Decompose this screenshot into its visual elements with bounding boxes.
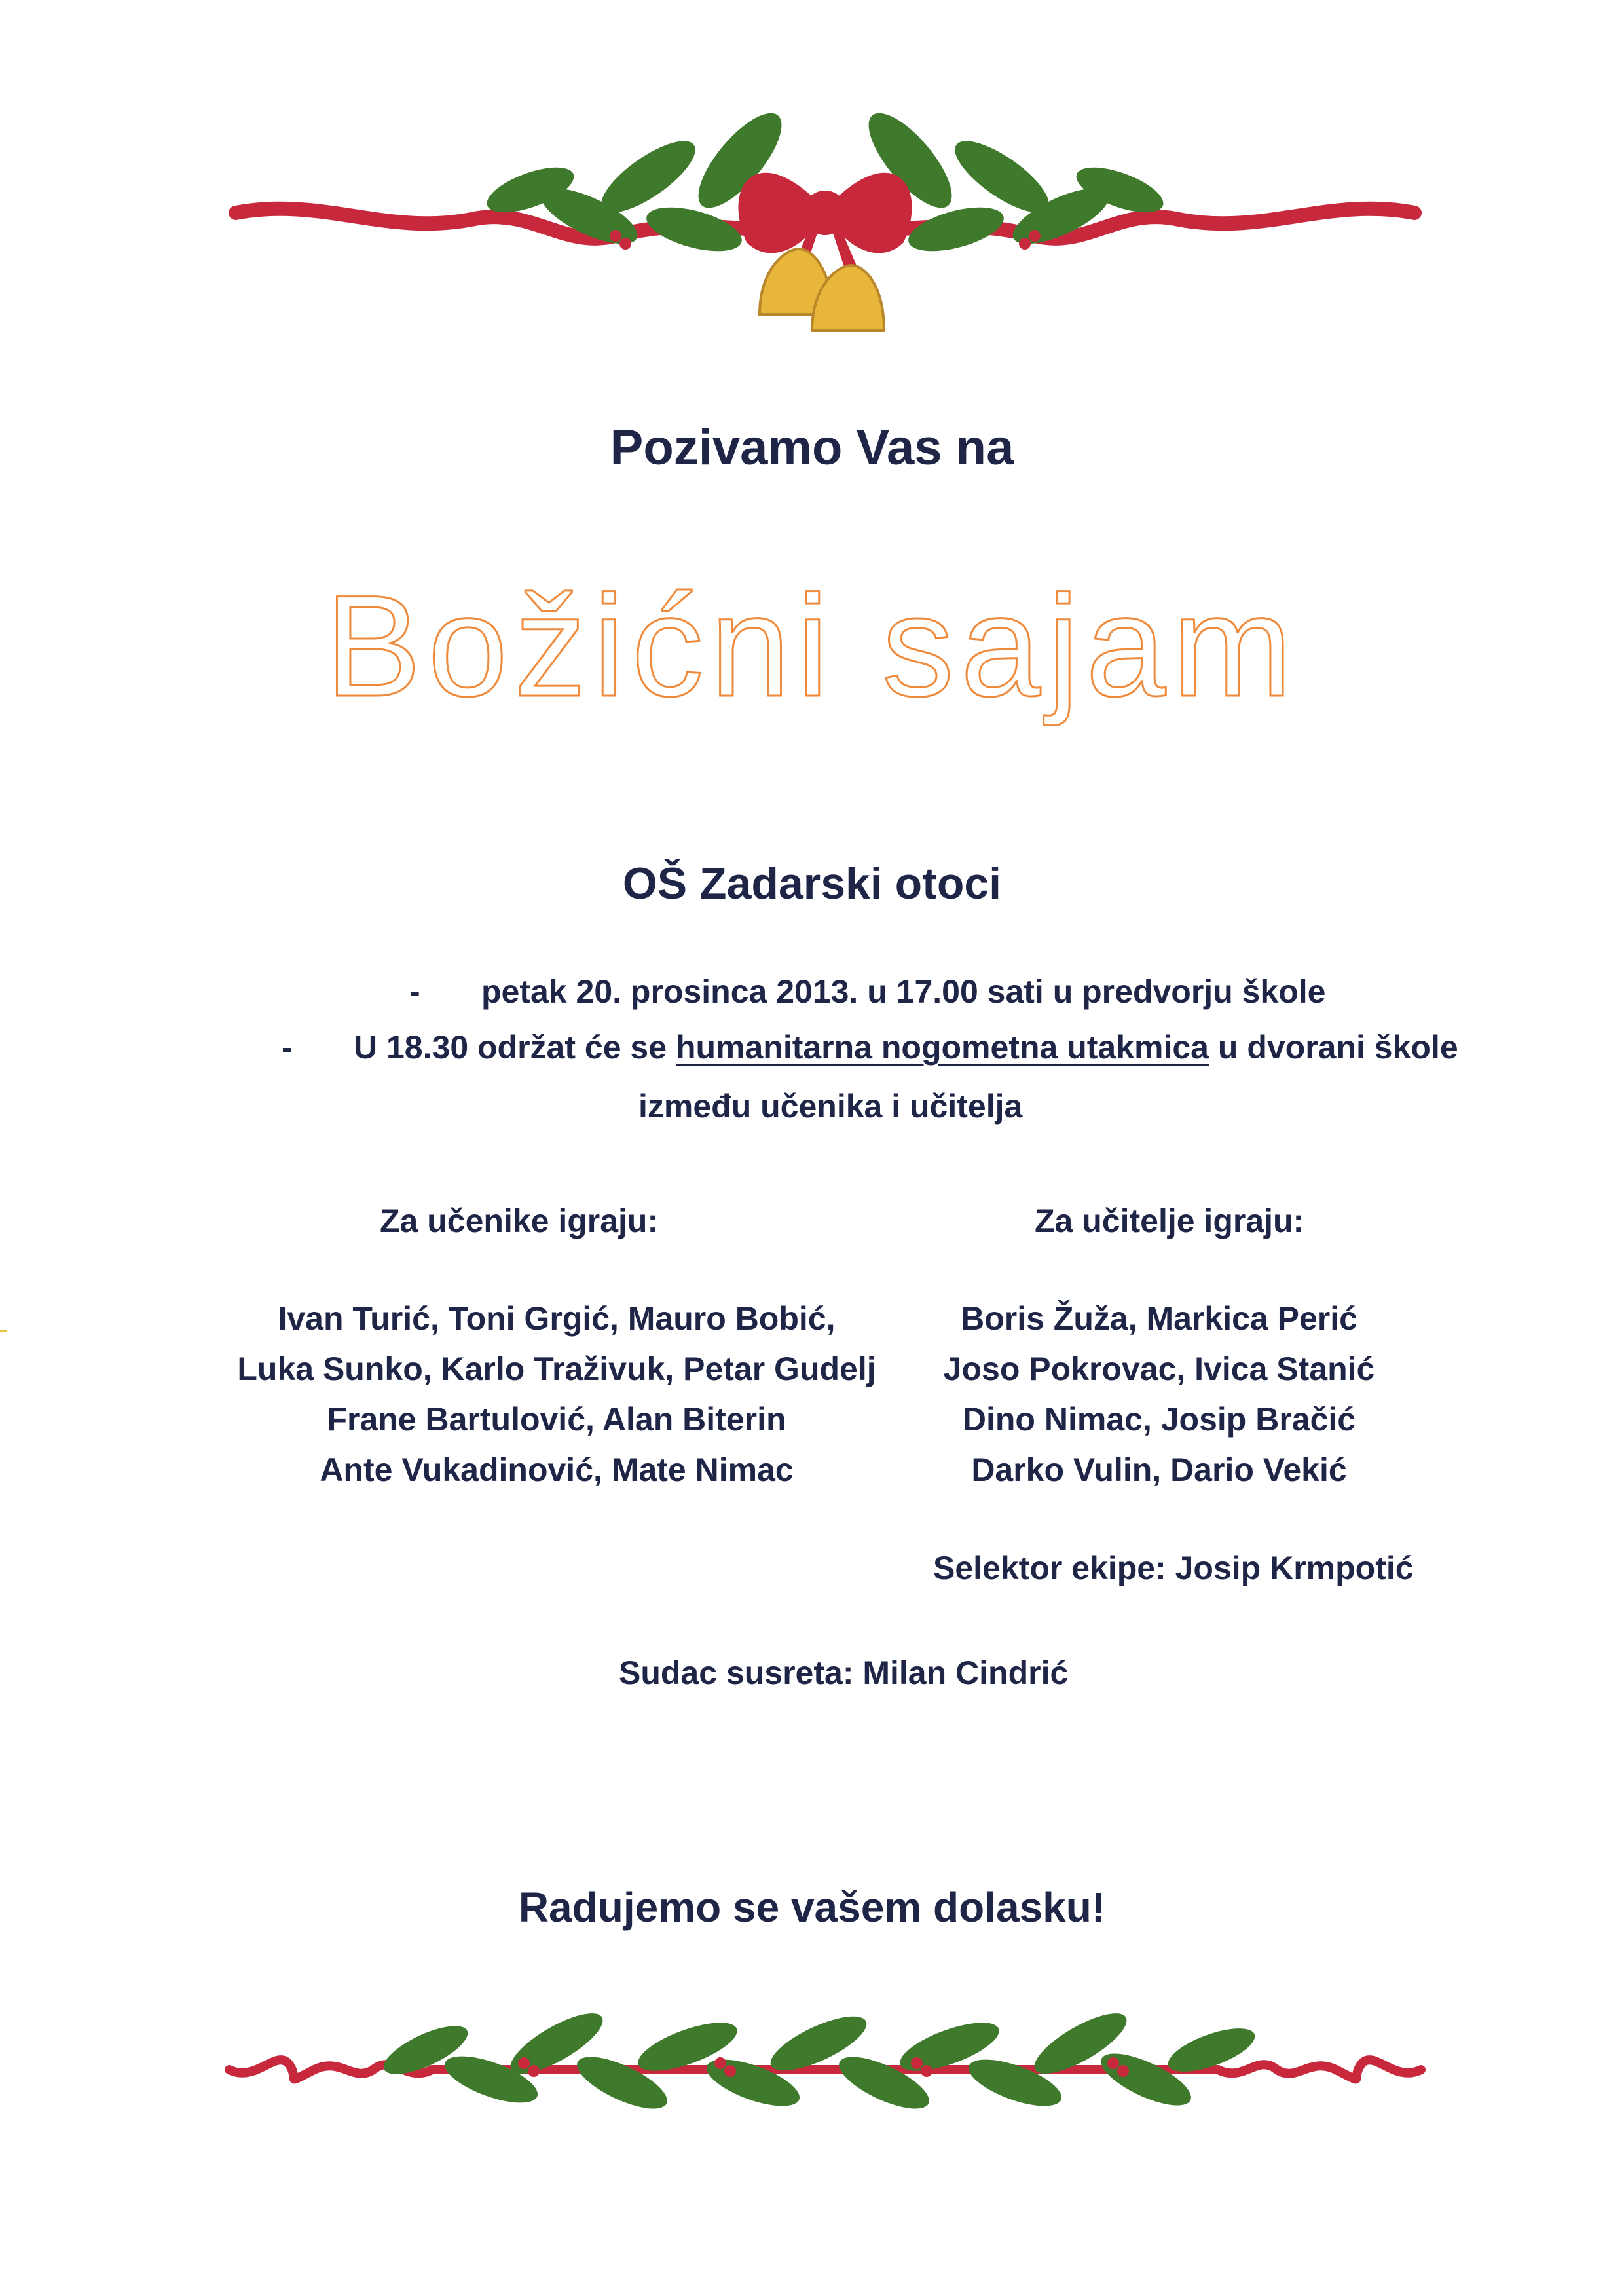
team-selector: Selektor ekipe: Josip Krmpotić (933, 1550, 1414, 1586)
detail-match-continued: između učenika i učitelja (638, 1088, 1023, 1125)
detail-match-suffix: u dvorani škole (1217, 1029, 1458, 1066)
bells-icon (760, 249, 884, 331)
detail-match-prefix: U 18.30 održat će se (354, 1029, 667, 1066)
detail-date-text: petak 20. prosinca 2013. u 17.00 sati u predvorju škole (481, 973, 1326, 1010)
list-item: Ante Vukadinović, Mate Nimac (320, 1451, 794, 1488)
list-item: Ivan Turić, Toni Grgić, Mauro Bobić, (278, 1300, 836, 1337)
holly-leaves (377, 2002, 1260, 2119)
list-item: Frane Bartulović, Alan Biterin (327, 1401, 786, 1438)
list-item: Dino Nimac, Josip Bračić (962, 1401, 1356, 1438)
students-player-list (157, 1294, 956, 1495)
bullet-dash: - (409, 973, 420, 1010)
list-item: Joso Pokrovac, Ivica Stanić (943, 1351, 1375, 1387)
detail-line-date (409, 973, 1325, 1011)
list-item: Luka Sunko, Karlo Traživuk, Petar Gudelj (237, 1351, 876, 1387)
closing-message: Radujemo se vašem dolasku! (518, 1884, 1106, 1931)
scan-mark (0, 1330, 7, 1332)
bullet-dash: - (282, 1029, 293, 1066)
teachers-player-list (897, 1294, 1421, 1495)
teachers-heading: Za učitelje igraju: (1035, 1203, 1304, 1239)
intro-text: Pozivamo Vas na (610, 420, 1014, 476)
detail-line-match (282, 1028, 1458, 1066)
list-item: Boris Žuža, Markica Perić (961, 1300, 1357, 1337)
students-heading: Za učenike igraju: (380, 1203, 659, 1239)
top-garland-decoration (223, 98, 1428, 367)
event-title: Božićni sajam (325, 565, 1299, 726)
bottom-garland-decoration (216, 1971, 1434, 2135)
school-name: OŠ Zadarski otoci (622, 859, 1002, 908)
list-item: Darko Vulin, Dario Vekić (971, 1451, 1347, 1488)
detail-match-highlight: humanitarna nogometna utakmica (675, 1029, 1209, 1066)
match-referee: Sudac susreta: Milan Cindrić (619, 1654, 1069, 1691)
